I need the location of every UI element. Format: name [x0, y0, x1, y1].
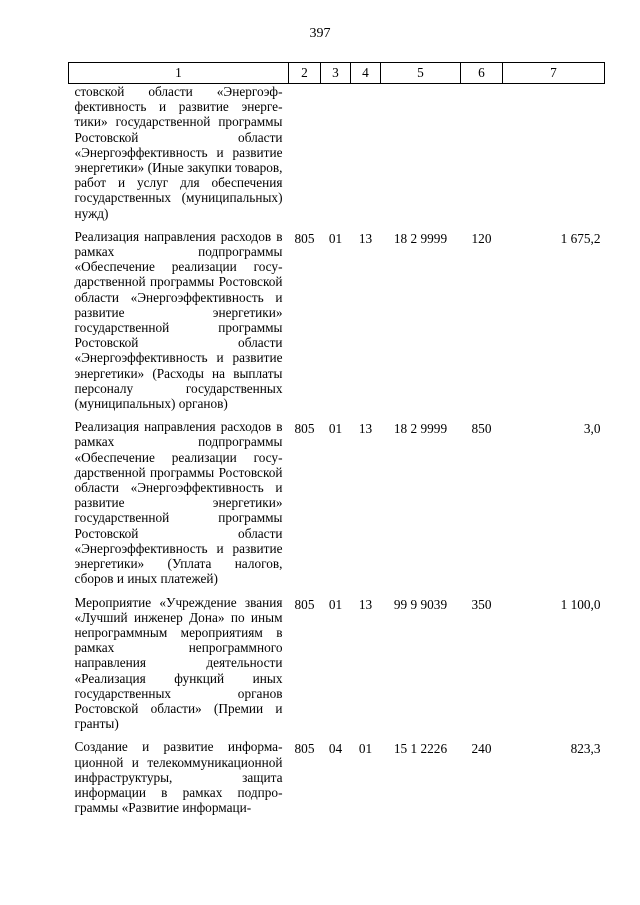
row-amount: 823,3: [570, 741, 601, 757]
row-amount: 1 100,0: [560, 596, 601, 612]
budget-table: [68, 62, 605, 823]
row-description: Создание и развитие информационной и телекоммуникационной инфраструктуры, защита информации в рамках подпрограммы «Развитие информаци-: [74, 739, 283, 816]
row-section-code: 01: [328, 421, 343, 437]
row-description: Мероприятие «Учреждение звания «Лучший инженер Дона» по иным непрограммным мероприятиям в рамках непрограммного направления деятельности «Реализация функций иных государственных органов Ростовской области» (Премии и гранты): [74, 594, 283, 732]
table-row: [69, 595, 605, 740]
row-target-article: 18 2 9999: [393, 421, 448, 437]
table-row: [69, 84, 605, 229]
row-amount: 1 675,2: [560, 230, 601, 246]
row-subsection-code: 13: [358, 596, 373, 612]
row-subsection-code: 13: [358, 421, 373, 437]
row-description: Реализация направления расходов в рамках подпрограммы «Обеспечение реализации государственной программы Ростовской области «Энергоэффективность и развитие энергетики» государственной программы Ростовской области «Энергоэффективность и развитие энергетики» (Уплата налогов, сборов и иных платежей): [74, 419, 283, 587]
row-section-code: 04: [328, 741, 343, 757]
row-ministry-code: [289, 84, 321, 229]
column-header-7: 7: [503, 63, 605, 84]
row-ministry-code: 805: [294, 741, 315, 757]
row-target-article: [381, 84, 461, 229]
row-expense-type: 850: [471, 421, 492, 437]
row-subsection-code: 01: [358, 741, 373, 757]
column-header-6: 6: [461, 63, 503, 84]
column-header-5: 5: [381, 63, 461, 84]
row-ministry-code: 805: [294, 596, 315, 612]
table-row: [69, 419, 605, 594]
row-section-code: 01: [328, 230, 343, 246]
row-ministry-code: 805: [294, 421, 315, 437]
row-target-article: 99 9 9039: [393, 596, 448, 612]
column-header-3: 3: [321, 63, 351, 84]
row-description: Реализация направления расходов в рамках подпрограммы «Обеспечение реализации государственной программы Ростовской области «Энергоэффективность и развитие энергетики» государственной программы Ростовской области «Энергоэффективность и развитие энергетики» (Расходы на выплаты персоналу государственных (муниципальных) органов): [74, 228, 283, 412]
row-description: стовской области «Энергоэффективность и развитие энергетики» государственной программы Ростовской области «Энергоэффективность и развитие энергетики» (Иные закупки товаров, работ и услуг для обеспечения государственных (муниципальных) нужд): [74, 84, 283, 221]
row-target-article: 18 2 9999: [393, 230, 448, 246]
table-row: [69, 739, 605, 823]
row-section-code: 01: [328, 596, 343, 612]
row-section-code: [321, 84, 351, 229]
row-expense-type: 240: [471, 741, 492, 757]
row-expense-type: [461, 84, 503, 229]
column-header-4: 4: [351, 63, 381, 84]
column-header-1: 1: [69, 63, 289, 84]
row-amount: 3,0: [583, 421, 601, 437]
row-ministry-code: 805: [294, 230, 315, 246]
page-number: 397: [309, 26, 331, 41]
row-amount: [503, 84, 605, 229]
row-subsection-code: [351, 84, 381, 229]
column-number-header: [69, 63, 605, 84]
table-row: [69, 229, 605, 419]
row-expense-type: 120: [471, 230, 492, 246]
column-header-2: 2: [289, 63, 321, 84]
row-subsection-code: 13: [358, 230, 373, 246]
row-target-article: 15 1 2226: [393, 741, 448, 757]
row-expense-type: 350: [471, 596, 492, 612]
